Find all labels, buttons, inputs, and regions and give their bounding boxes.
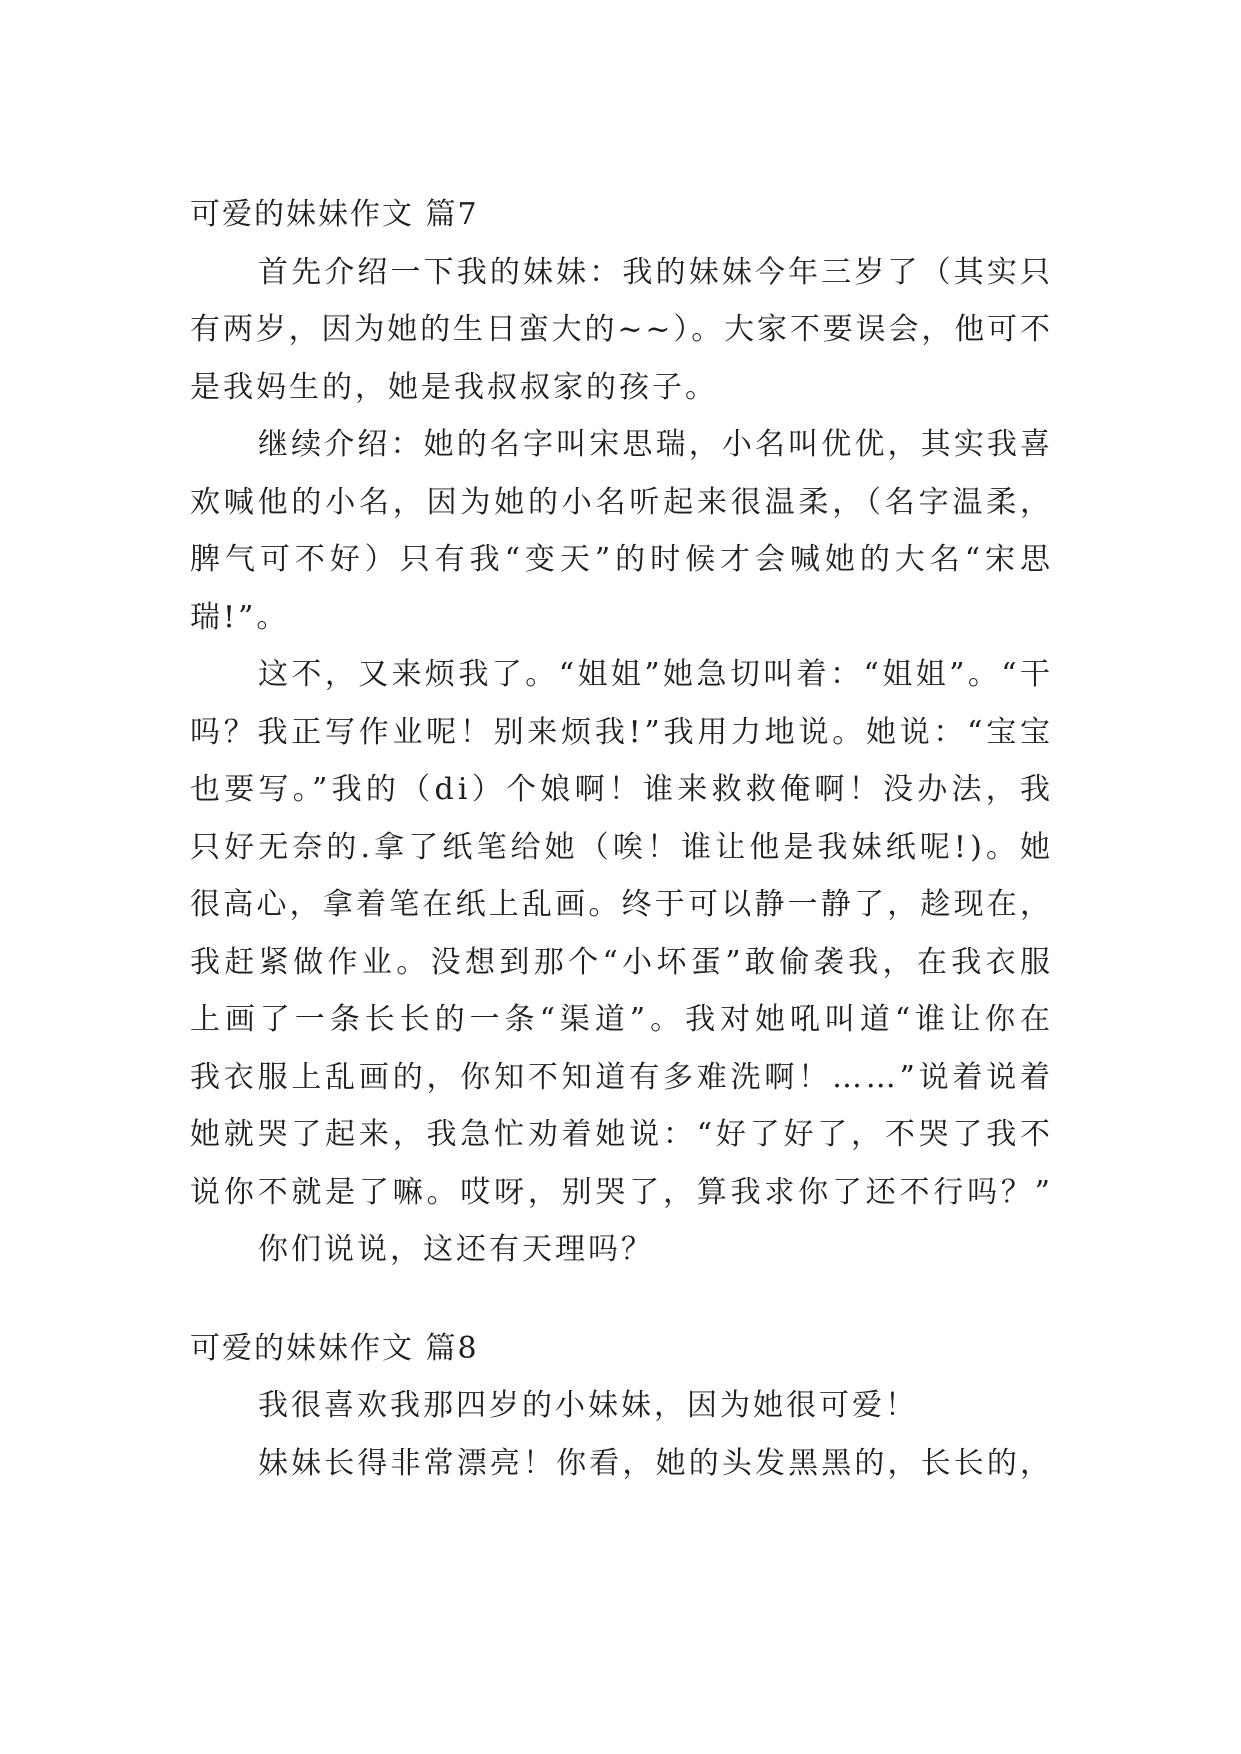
- text-line: [190, 589, 1050, 647]
- paragraph: [190, 244, 1054, 417]
- text-line-content: 妹妹长得非常漂亮！你看，她的头发黑黑的，长长的，: [258, 1445, 1054, 1481]
- text-line: [190, 934, 1055, 992]
- text-line: [190, 1049, 1054, 1107]
- essay-section: [190, 1320, 1054, 1493]
- text-line: [190, 761, 1055, 819]
- text-line: [190, 876, 1054, 934]
- text-line-content: 也要写。”我的（di）个娘啊！谁来救救俺啊！没办法，我: [190, 772, 1055, 807]
- text-line: [190, 1435, 1054, 1493]
- text-line: [190, 991, 1055, 1049]
- paragraph: [190, 1377, 1050, 1435]
- section-title-text: 可爱的妹妹作文 篇7: [190, 197, 479, 232]
- text-line-content: 首先介绍一下我的妹妹：我的妹妹今年三岁了（其实只: [258, 254, 1054, 290]
- text-line: [190, 531, 1055, 589]
- paragraph: [190, 1435, 1054, 1493]
- text-line-content: 上画了一条长长的一条“渠道”。我对她吼叫道“谁让你在: [190, 1002, 1055, 1037]
- essay-section: [190, 186, 1055, 1279]
- text-line-content: 脾气可不好）只有我“变天”的时候才会喊她的大名“宋思: [190, 542, 1055, 577]
- text-line-content: 我衣服上乱画的，你知不知道有多难洗啊！……”说着说着: [190, 1059, 1054, 1095]
- text-line-content: 说你不就是了嘛。哎呀，别哭了，算我求你了还不行吗？”: [190, 1174, 1054, 1210]
- section-title: [190, 186, 1050, 244]
- text-line-content: 是我妈生的，她是我叔叔家的孩子。: [190, 369, 718, 405]
- paragraph: [190, 646, 1055, 1221]
- text-line-content: 我很喜欢我那四岁的小妹妹，因为她很可爱！: [258, 1388, 918, 1423]
- paragraph: [190, 1221, 1050, 1279]
- text-line-content: 吗？我正写作业呢！别来烦我!”我用力地说。她说：“宝宝: [190, 714, 1054, 750]
- text-line: [190, 704, 1054, 762]
- section-title-text: 可爱的妹妹作文 篇8: [190, 1330, 479, 1366]
- text-line-content: 我赶紧做作业。没想到那个“小坏蛋”敢偷袭我，在我衣服: [190, 944, 1055, 980]
- text-line-content: 欢喊他的小名，因为她的小名听起来很温柔，（名字温柔，: [190, 484, 1054, 520]
- text-line: [190, 1164, 1054, 1222]
- text-line: [190, 646, 1054, 704]
- text-line: [190, 1221, 1050, 1279]
- text-line: [190, 1106, 1054, 1164]
- document-body: [190, 186, 1055, 1492]
- paragraph: [190, 416, 1055, 646]
- text-line-content: 只好无奈的.拿了纸笔给她（唉！谁让他是我妹纸呢!)。她: [190, 829, 1055, 865]
- text-line: [190, 359, 1050, 417]
- text-line: [190, 416, 1054, 474]
- text-line: [190, 301, 1053, 359]
- text-line-content: 她就哭了起来，我急忙劝着她说：“好了好了，不哭了我不: [190, 1117, 1054, 1152]
- text-line: [190, 474, 1054, 532]
- text-line-content: 你们说说，这还有天理吗？: [258, 1232, 654, 1267]
- section-title: [190, 1320, 1050, 1378]
- text-line-content: 继续介绍：她的名字叫宋思瑞，小名叫优优，其实我喜: [258, 427, 1054, 462]
- text-line-content: 这不，又来烦我了。“姐姐”她急切叫着：“姐姐”。“干: [258, 657, 1054, 692]
- text-line-content: 瑞!”。: [190, 599, 290, 635]
- text-line: [190, 1377, 1050, 1435]
- text-line-content: 很高心，拿着笔在纸上乱画。终于可以静一静了，趁现在，: [190, 887, 1054, 922]
- text-line: [190, 244, 1054, 302]
- text-line-content: 有两岁，因为她的生日蛮大的~~）。大家不要误会，他可不: [190, 312, 1053, 347]
- text-line: [190, 819, 1055, 877]
